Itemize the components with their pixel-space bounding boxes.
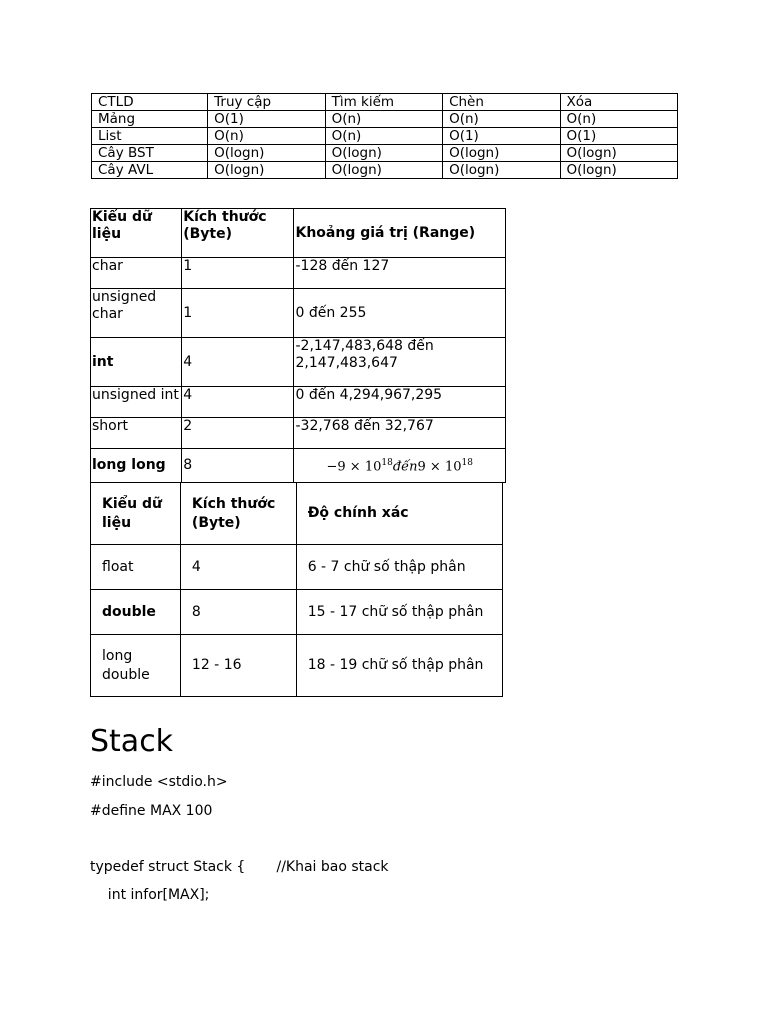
table-cell: List (92, 128, 208, 145)
table-cell: O(1) (443, 128, 560, 145)
table-cell: float (91, 545, 181, 590)
table-cell: O(n) (443, 111, 560, 128)
table-cell: O(n) (560, 111, 677, 128)
table-row (92, 128, 678, 145)
table-row (92, 162, 678, 179)
math-formula (294, 449, 506, 483)
table-cell: 8 (182, 449, 294, 483)
formula-exponent: 18 (461, 458, 473, 469)
float-types-table (90, 482, 503, 697)
table-cell: O(n) (325, 128, 442, 145)
table-row (92, 94, 678, 111)
table-cell: O(logn) (560, 162, 677, 179)
table-header-row (91, 483, 503, 545)
table-cell: O(logn) (208, 145, 325, 162)
formula-part: 9 × 10 (417, 459, 462, 475)
table-cell: int (91, 338, 182, 387)
complexity-table (91, 93, 678, 179)
code-line: #define MAX 100 (90, 803, 213, 819)
table-cell: -32,768 đến 32,767 (294, 418, 506, 449)
table-row (91, 258, 506, 289)
table-cell: O(n) (208, 128, 325, 145)
table-cell: Chèn (443, 94, 560, 111)
table-cell: double (91, 590, 181, 635)
table-cell: Truy cập (208, 94, 325, 111)
table-cell: unsigned int (91, 387, 182, 418)
table-cell: O(1) (560, 128, 677, 145)
table-cell: O(1) (208, 111, 325, 128)
table-cell: long double (91, 635, 181, 697)
formula-part: −9 × 10 (326, 459, 382, 475)
table-cell: Cây BST (92, 145, 208, 162)
table-cell: 4 (182, 338, 294, 387)
header-cell: Khoảng giá trị (Range) (294, 209, 506, 258)
table-cell: O(logn) (560, 145, 677, 162)
table-row (91, 590, 503, 635)
formula-part: đến (392, 459, 418, 475)
table-cell: 8 (180, 590, 296, 635)
table-cell: 4 (180, 545, 296, 590)
table-cell: 15 - 17 chữ số thập phân (296, 590, 502, 635)
table-cell: short (91, 418, 182, 449)
integer-types-table (90, 208, 506, 483)
table-cell: 12 - 16 (180, 635, 296, 697)
header-cell: Kiểu dữ liệu (91, 209, 182, 258)
table-row (92, 145, 678, 162)
header-cell: Kích thước (Byte) (182, 209, 294, 258)
section-heading: Stack (90, 724, 174, 759)
table-cell: -2,147,483,648 đến 2,147,483,647 (294, 338, 506, 387)
table-row (91, 635, 503, 697)
table-row (92, 111, 678, 128)
table-cell: Cây AVL (92, 162, 208, 179)
table-cell: 4 (182, 387, 294, 418)
table-row (91, 545, 503, 590)
table-cell: long long (91, 449, 182, 483)
table-header-row (91, 209, 506, 258)
table-cell: 0 đến 255 (294, 289, 506, 338)
table-row (91, 449, 506, 483)
table-cell: O(logn) (325, 162, 442, 179)
table-cell: -128 đến 127 (294, 258, 506, 289)
table-row (91, 418, 506, 449)
table-cell: 0 đến 4,294,967,295 (294, 387, 506, 418)
table-row (91, 387, 506, 418)
table-cell: 18 - 19 chữ số thập phân (296, 635, 502, 697)
code-line: int infor[MAX]; (90, 887, 210, 903)
code-line: #include <stdio.h> (90, 774, 228, 790)
table-row (91, 338, 506, 387)
table-cell: O(n) (325, 111, 442, 128)
table-cell: O(logn) (208, 162, 325, 179)
header-cell: Kiểu dữ liệu (91, 483, 181, 545)
table-cell: unsigned char (91, 289, 182, 338)
table-cell: Xóa (560, 94, 677, 111)
table-cell: 2 (182, 418, 294, 449)
table-row (91, 289, 506, 338)
table-cell: 1 (182, 289, 294, 338)
header-cell: Kích thước (Byte) (180, 483, 296, 545)
table-cell: O(logn) (443, 162, 560, 179)
table-cell: O(logn) (325, 145, 442, 162)
table-cell: O(logn) (443, 145, 560, 162)
table-cell: 6 - 7 chữ số thập phân (296, 545, 502, 590)
table-cell: CTLD (92, 94, 208, 111)
code-line: typedef struct Stack { //Khai bao stack (90, 859, 389, 875)
table-cell: Tìm kiếm (325, 94, 442, 111)
header-cell: Độ chính xác (296, 483, 502, 545)
table-cell: 1 (182, 258, 294, 289)
table-cell: Mảng (92, 111, 208, 128)
formula-exponent: 18 (381, 458, 393, 469)
table-cell: char (91, 258, 182, 289)
